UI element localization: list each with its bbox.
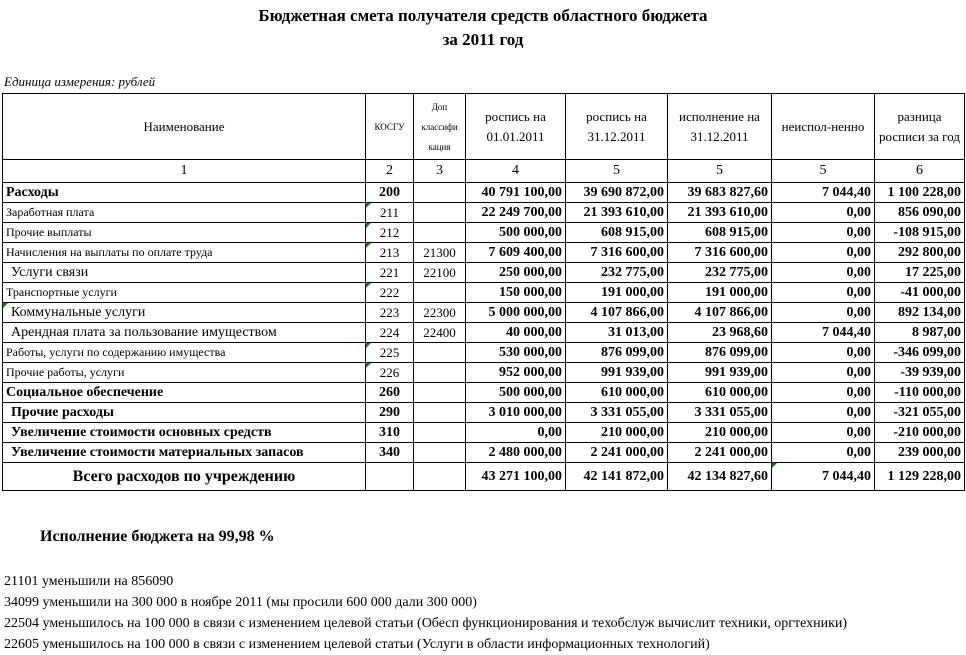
table-row [3,323,965,343]
table-row [3,363,965,383]
column-number: 5 [566,160,668,183]
row-doc [414,343,466,363]
cell-marker-icon [366,243,371,248]
row-plan-end: 610 000,00 [566,383,668,403]
header-unexecuted: неиспол-ненно [772,94,875,160]
row-kosgu [366,363,414,383]
row-name: Расходы [3,183,366,203]
row-doc: 21300 [414,243,466,263]
total-unexecuted-value: 7 044,40 [822,468,871,484]
row-kosgu [366,283,414,303]
row-name: Увеличение стоимости материальных запасов [3,443,366,463]
row-kosgu-value: 212 [379,224,400,240]
row-kosgu-value: 226 [379,364,400,380]
row-plan-end: 876 099,00 [566,343,668,363]
row-unexecuted: 0,00 [772,303,875,323]
row-doc [414,383,466,403]
row-name: Прочие выплаты [3,223,366,243]
row-unexecuted: 0,00 [772,343,875,363]
row-diff: -110 000,00 [875,383,965,403]
row-unexecuted: 7 044,40 [772,183,875,203]
total-diff: 1 129 228,00 [875,463,965,491]
column-number: 1 [3,160,366,183]
total-kosgu [366,463,414,491]
row-unexecuted: 0,00 [772,363,875,383]
row-doc [414,183,466,203]
row-diff: 17 225,00 [875,263,965,283]
row-executed: 7 316 600,00 [668,243,772,263]
budget-table [2,93,965,491]
row-doc [414,203,466,223]
total-unexecuted [772,463,875,491]
column-number: 3 [414,160,466,183]
row-plan-start: 952 000,00 [466,363,566,383]
row-name: Услуги связи [3,263,366,283]
header-doc-classification: Доп классифи кация [414,94,466,160]
table-row [3,183,965,203]
row-plan-start: 40 791 100,00 [466,183,566,203]
row-doc: 22400 [414,323,466,343]
row-unexecuted: 7 044,40 [772,323,875,343]
row-executed: 232 775,00 [668,263,772,283]
header-plan-start: роспись на 01.01.2011 [466,94,566,160]
row-name: Прочие расходы [3,403,366,423]
row-kosgu [366,203,414,223]
execution-percentage: Исполнение бюджета на 99,98 % [40,528,275,545]
row-name: Транспортные услуги [3,283,366,303]
row-doc: 22100 [414,263,466,283]
row-executed: 23 968,60 [668,323,772,343]
row-unexecuted: 0,00 [772,203,875,223]
table-row [3,343,965,363]
row-doc [414,443,466,463]
row-name: Социальное обеспечение [3,383,366,403]
note-line: 21101 уменьшили на 856090 [4,574,174,589]
row-diff: -321 055,00 [875,403,965,423]
row-executed: 3 331 055,00 [668,403,772,423]
row-kosgu: 223 [366,303,414,323]
total-name: Всего расходов по учреждению [3,463,366,491]
row-diff: 1 100 228,00 [875,183,965,203]
row-plan-start: 22 249 700,00 [466,203,566,223]
table-row [3,403,965,423]
row-plan-start: 5 000 000,00 [466,303,566,323]
header-row [3,94,965,160]
row-unexecuted: 0,00 [772,263,875,283]
row-plan-end: 232 775,00 [566,263,668,283]
row-plan-end: 991 939,00 [566,363,668,383]
row-kosgu [366,343,414,363]
row-plan-start: 3 010 000,00 [466,403,566,423]
table-row [3,243,965,263]
table-row [3,443,965,463]
row-diff: 292 800,00 [875,243,965,263]
row-plan-start: 500 000,00 [466,383,566,403]
row-plan-start: 2 480 000,00 [466,443,566,463]
row-executed: 608 915,00 [668,223,772,243]
total-plan-start: 43 271 100,00 [466,463,566,491]
row-diff: -210 000,00 [875,423,965,443]
document-subtitle-year: за 2011 год [442,30,524,49]
header-kosgu: КОСГУ [366,94,414,160]
row-kosgu: 260 [366,383,414,403]
row-plan-end: 191 000,00 [566,283,668,303]
row-diff: 892 134,00 [875,303,965,323]
row-doc [414,403,466,423]
row-unexecuted: 0,00 [772,383,875,403]
row-kosgu: 224 [366,323,414,343]
row-kosgu-value: 222 [379,284,400,300]
row-name: Арендная плата за пользование имуществом [3,323,366,343]
row-unexecuted: 0,00 [772,443,875,463]
column-number: 4 [466,160,566,183]
row-executed: 876 099,00 [668,343,772,363]
note-line: 34099 уменьшили на 300 000 в ноябре 2011 (мы просили 600 000 дали 300 000) [4,595,477,610]
column-number: 5 [668,160,772,183]
header-name: Наименование [3,94,366,160]
row-kosgu: 290 [366,403,414,423]
total-doc [414,463,466,491]
table-row [3,223,965,243]
header-plan-end: роспись на 31.12.2011 [566,94,668,160]
row-kosgu [366,243,414,263]
header-diff: разница росписи за год [875,94,965,160]
row-doc: 22300 [414,303,466,323]
row-kosgu-value: 213 [379,244,400,260]
row-doc [414,223,466,243]
cell-marker-icon [366,283,371,288]
note-line: 22605 уменьшилось на 100 000 в связи с изменением целевой статьи (Услуги в области информационных технологий) [4,637,710,652]
row-diff: -108 915,00 [875,223,965,243]
table-row [3,383,965,403]
cell-marker-icon [366,363,371,368]
row-executed: 210 000,00 [668,423,772,443]
unit-label: Единица измерения: рублей [4,74,156,89]
row-kosgu: 200 [366,183,414,203]
row-plan-end: 7 316 600,00 [566,243,668,263]
document-title: Бюджетная смета получателя средств областного бюджета [258,6,708,25]
row-kosgu: 221 [366,263,414,283]
row-plan-end: 2 241 000,00 [566,443,668,463]
row-plan-start: 250 000,00 [466,263,566,283]
row-kosgu [366,223,414,243]
row-name: Прочие работы, услуги [3,363,366,383]
cell-marker-icon [772,463,777,468]
row-doc [414,283,466,303]
row-diff: 8 987,00 [875,323,965,343]
row-plan-start: 500 000,00 [466,223,566,243]
table-row [3,263,965,283]
row-unexecuted: 0,00 [772,403,875,423]
row-diff: 856 090,00 [875,203,965,223]
row-executed: 610 000,00 [668,383,772,403]
total-plan-end: 42 141 872,00 [566,463,668,491]
header-executed: исполнение на 31.12.2011 [668,94,772,160]
row-plan-start: 150 000,00 [466,283,566,303]
cell-marker-icon [3,303,8,308]
row-plan-end: 210 000,00 [566,423,668,443]
row-plan-end: 21 393 610,00 [566,203,668,223]
row-executed: 991 939,00 [668,363,772,383]
cell-marker-icon [366,223,371,228]
row-plan-end: 39 690 872,00 [566,183,668,203]
cell-marker-icon [366,343,371,348]
row-kosgu: 310 [366,423,414,443]
row-executed: 21 393 610,00 [668,203,772,223]
row-executed: 39 683 827,60 [668,183,772,203]
row-diff: -346 099,00 [875,343,965,363]
table-row [3,283,965,303]
column-number: 6 [875,160,965,183]
row-diff: 239 000,00 [875,443,965,463]
row-name: Работы, услуги по содержанию имущества [3,343,366,363]
row-name: Заработная плата [3,203,366,223]
row-executed: 191 000,00 [668,283,772,303]
table-row [3,203,965,223]
row-plan-end: 608 915,00 [566,223,668,243]
row-unexecuted: 0,00 [772,283,875,303]
row-plan-start: 7 609 400,00 [466,243,566,263]
column-number: 2 [366,160,414,183]
row-kosgu-value: 211 [379,204,400,220]
cell-marker-icon [366,203,371,208]
total-executed: 42 134 827,60 [668,463,772,491]
column-number-row [3,160,965,183]
row-plan-start: 40 000,00 [466,323,566,343]
table-row [3,303,965,323]
row-name [3,303,366,323]
column-number: 5 [772,160,875,183]
row-name: Начисления на выплаты по оплате труда [3,243,366,263]
row-unexecuted: 0,00 [772,243,875,263]
row-unexecuted: 0,00 [772,423,875,443]
row-name-value: Коммунальные услуги [11,304,146,320]
row-executed: 2 241 000,00 [668,443,772,463]
total-row [3,463,965,491]
row-plan-end: 31 013,00 [566,323,668,343]
row-name: Увеличение стоимости основных средств [3,423,366,443]
row-diff: -39 939,00 [875,363,965,383]
row-plan-end: 3 331 055,00 [566,403,668,423]
row-doc [414,363,466,383]
row-plan-start: 0,00 [466,423,566,443]
row-plan-end: 4 107 866,00 [566,303,668,323]
row-unexecuted: 0,00 [772,223,875,243]
table-row [3,423,965,443]
row-executed: 4 107 866,00 [668,303,772,323]
row-diff: -41 000,00 [875,283,965,303]
row-doc [414,423,466,443]
row-kosgu-value: 225 [379,344,400,360]
note-line: 22504 уменьшилось на 100 000 в связи с изменением целевой статьи (Обесп функционирования и техобслуж вычислит техники, оргтехники) [4,616,848,631]
row-kosgu: 340 [366,443,414,463]
row-plan-start: 530 000,00 [466,343,566,363]
